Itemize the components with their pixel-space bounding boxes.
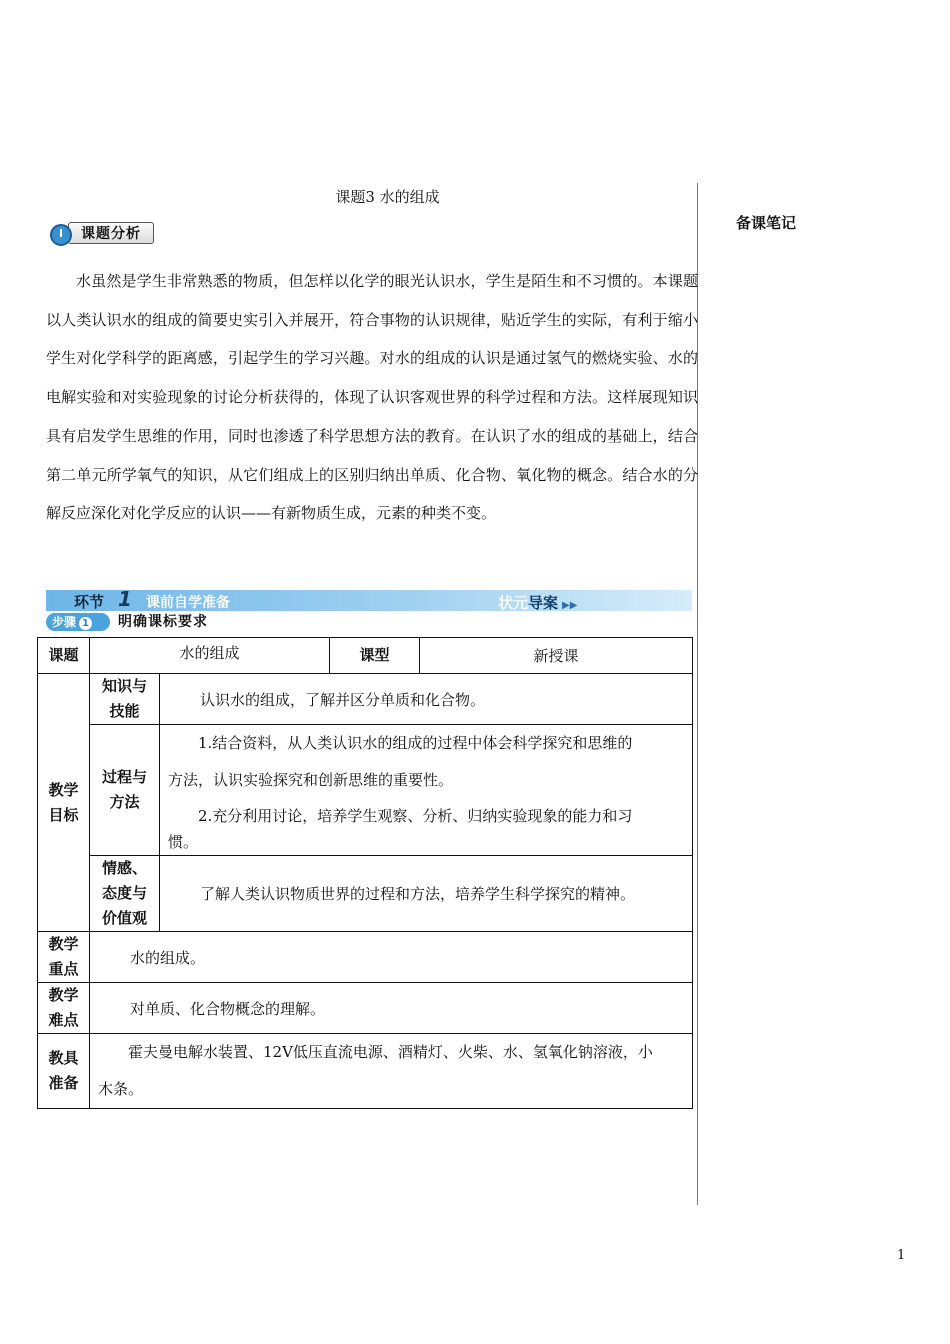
step-number: 1 xyxy=(79,617,92,630)
type-value: 新授课 xyxy=(420,638,693,674)
section-number: 1 xyxy=(118,587,132,611)
notes-title: 备课笔记 xyxy=(736,214,797,232)
step-header xyxy=(46,613,236,631)
clock-icon xyxy=(50,224,72,246)
knowledge-label: 知识与技能 xyxy=(90,674,160,725)
analysis-badge-label: 课题分析 xyxy=(68,222,154,244)
emotion-text: 了解人类认识物质世界的过程和方法，培养学生科学探究的精神。 xyxy=(160,856,693,932)
step-title: 明确课标要求 xyxy=(118,614,208,630)
double-arrow-icon: ▶▶ xyxy=(562,600,578,611)
process-line: 1.结合资料，从人类认识水的组成的过程中体会科学探究和思维的 xyxy=(198,734,633,752)
key-text: 水的组成。 xyxy=(90,932,693,983)
goals-header: 教学目标 xyxy=(38,674,90,932)
page-number: 1 xyxy=(897,1248,906,1263)
step-label: 步骤 xyxy=(52,615,77,629)
analysis-paragraph: 水虽然是学生非常熟悉的物质，但怎样以化学的眼光认识水，学生是陌生和不习惯的。本课题以人类认识水的组成的简要史实引入并展开，符合事物的认识规律，贴近学生的实际，有利于缩小学生对化学科学的距离感，引起学生的学习兴趣。对水的组成的认识是通过氢气的燃烧实验、水的电解实验和对实验现象的讨论分析获得的，体现了认识客观世界的科学过程和方法。这样展现知识具有启发学生思维的作用，同时也渗透了科学思想方法的教育。在认识了水的组成的基础上，结合第二单元所学氧气的知识，从它们组成上的区别归纳出单质、化合物、氧化物的概念。结合水的分解反应深化对化学反应的认识——有新物质生成，元素的种类不变。 xyxy=(46,272,698,523)
table-row xyxy=(38,725,693,856)
lesson-plan-table xyxy=(37,637,693,1109)
analysis-badge xyxy=(46,222,156,246)
topic-value: 水的组成 xyxy=(90,638,330,674)
materials-header: 教具准备 xyxy=(38,1034,90,1109)
type-header: 课型 xyxy=(330,638,420,674)
process-line: 惯。 xyxy=(168,833,199,851)
process-line: 方法，认识实验探究和创新思维的重要性。 xyxy=(168,771,454,789)
table-row xyxy=(38,983,693,1034)
emotion-label: 情感、态度与价值观 xyxy=(90,856,160,932)
knowledge-text: 认识水的组成，了解并区分单质和化合物。 xyxy=(160,674,693,725)
process-text xyxy=(160,725,693,856)
process-label: 过程与方法 xyxy=(90,725,160,856)
table-row xyxy=(38,932,693,983)
step-label-pill xyxy=(46,613,110,631)
table-row xyxy=(38,674,693,725)
banner-right-title xyxy=(498,592,577,613)
difficulty-header: 教学难点 xyxy=(38,983,90,1034)
materials-line: 木条。 xyxy=(98,1080,144,1098)
section-name: 课前自学准备 xyxy=(146,595,230,611)
page-title: 课题3 水的组成 xyxy=(335,188,440,206)
banner-right-part2: 导案 xyxy=(528,594,559,612)
materials-line: 霍夫曼电解水装置、12V低压直流电源、酒精灯、火柴、水、氢氧化钠溶液，小 xyxy=(128,1043,653,1061)
section-label: 环节 xyxy=(74,593,105,611)
difficulty-text: 对单质、化合物概念的理解。 xyxy=(90,983,693,1034)
key-header: 教学重点 xyxy=(38,932,90,983)
table-row xyxy=(38,1034,693,1109)
topic-header: 课题 xyxy=(38,638,90,674)
table-row xyxy=(38,638,693,674)
section-banner xyxy=(46,587,692,612)
banner-right-part1: 状元 xyxy=(498,594,529,612)
table-row xyxy=(38,856,693,932)
materials-text xyxy=(90,1034,693,1109)
process-line: 2.充分利用讨论，培养学生观察、分析、归纳实验现象的能力和习 xyxy=(198,807,633,825)
